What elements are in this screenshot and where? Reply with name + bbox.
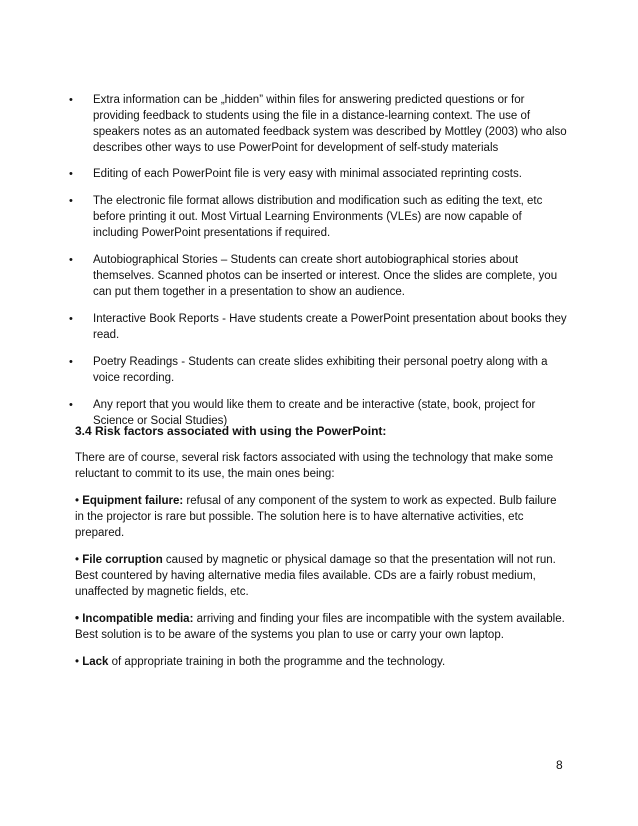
bullet-dot-icon: • <box>69 168 73 180</box>
list-item <box>68 354 568 386</box>
risk-paragraph <box>75 552 565 600</box>
bullet-dot-icon: • <box>69 356 73 368</box>
list-item <box>68 311 568 343</box>
section-intro: There are of course, several risk factors associated with using the technology that make some reluctant to commit to its use, the main ones being: <box>75 452 554 480</box>
risk-term: • Incompatible media: <box>75 613 194 625</box>
risk-paragraph <box>75 611 565 643</box>
risk-description: of appropriate training in both the programme and the technology. <box>108 656 446 668</box>
risk-paragraph <box>75 654 565 670</box>
page-number: 8 <box>556 758 563 772</box>
bullet-list <box>68 92 568 429</box>
list-item-text: Poetry Readings - Students can create slides exhibiting their personal poetry along with a voice recording. <box>93 356 548 384</box>
risk-description: refusal of any component of the system to work as expected. Bulb failure in the projector is rare but possible. The solution here is to have alternative activities, etc prepared. <box>75 495 557 539</box>
risk-marker: • <box>75 554 83 566</box>
bullet-dot-icon: • <box>69 399 73 411</box>
risk-paragraph <box>75 493 565 541</box>
risk-marker: • <box>75 656 83 668</box>
bullet-dot-icon: • <box>69 313 73 325</box>
risk-term: Lack <box>82 656 109 668</box>
list-item <box>68 92 568 156</box>
risk-description: caused by magnetic or physical damage so that the presentation will not run. Best countered by having alternative media files available. CDs are a fairly robust medium, unaffected by magnetic fields, etc. <box>75 554 556 598</box>
risk-term: File corruption <box>82 554 163 566</box>
risk-marker: • <box>75 495 83 507</box>
list-item-text: Autobiographical Stories – Students can create short autobiographical stories about themselves. Scanned photos can be inserted or interest. Once the slides are complete, you can put them together in a presentation to show an audience. <box>93 254 558 298</box>
list-item-text: The electronic file format allows distribution and modification such as editing the text, etc before printing it out. Most Virtual Learning Environments (VLEs) are now capable of including PowerPoint presentations if required. <box>93 195 543 239</box>
bullet-dot-icon: • <box>69 94 73 106</box>
list-item-text: Extra information can be „hidden” within files for answering predicted questions or for providing feedback to students using the file in a distance-learning context. The use of speakers notes as an automated feedback system was described by Mottley (2003) who also describes other ways to use PowerPoint for development of self-study materials <box>93 94 567 154</box>
list-item <box>68 166 568 182</box>
risk-description: arriving and finding your files are incompatible with the system available. Best solution is to be aware of the systems you plan to use or carry your own laptop. <box>75 613 565 641</box>
list-item <box>68 252 568 300</box>
risk-factors-section <box>75 423 565 670</box>
list-item <box>68 193 568 241</box>
risk-term: Equipment failure: <box>82 495 184 507</box>
bullet-dot-icon: • <box>69 195 73 207</box>
section-heading: 3.4 Risk factors associated with using the PowerPoint: <box>75 424 387 438</box>
bullet-dot-icon: • <box>69 254 73 266</box>
list-item-text: Any report that you would like them to create and be interactive (state, book, project for Science or Social Studies) <box>93 399 536 427</box>
list-item-text: Interactive Book Reports - Have students create a PowerPoint presentation about books they read. <box>93 313 567 341</box>
list-item-text: Editing of each PowerPoint file is very easy with minimal associated reprinting costs. <box>93 168 522 180</box>
